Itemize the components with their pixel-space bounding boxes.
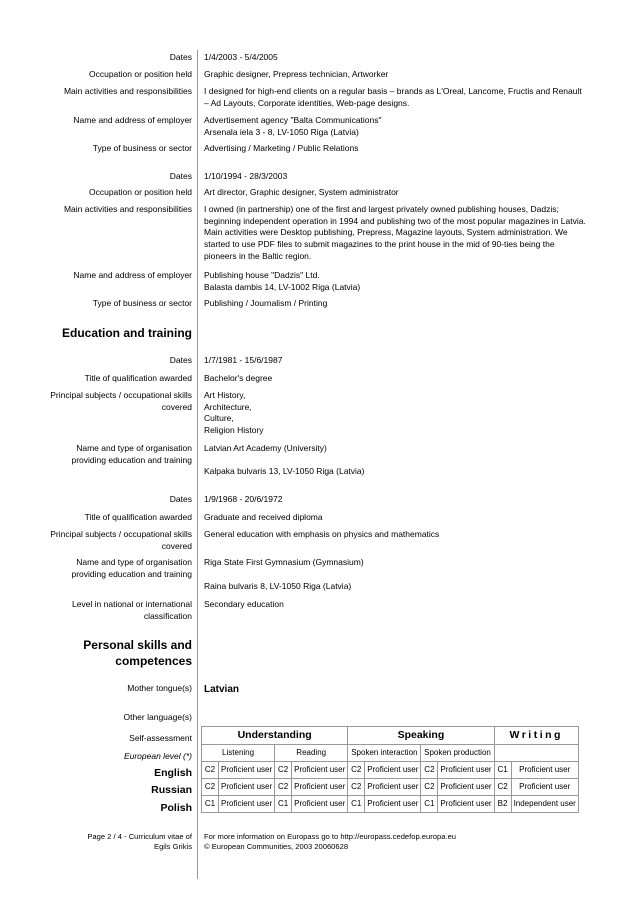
- level-desc: Proficient user: [292, 796, 348, 813]
- subjects-label: Principal subjects / occupational skills covered: [50, 529, 192, 551]
- table-row-polish: [202, 796, 579, 813]
- organisation-address: Raina bulvaris 8, LV-1050 Riga (Latvia): [204, 581, 352, 591]
- organisation-value: Latvian Art Academy (University): [204, 443, 327, 453]
- group-header-speaking: Speaking: [348, 727, 494, 745]
- employer-value: Publishing house "Dadzis" Ltd. Balasta dambis 14, LV-1002 Riga (Latvia): [204, 270, 361, 292]
- sector-label: Type of business or sector: [92, 298, 192, 308]
- level-desc: Proficient user: [219, 762, 275, 779]
- level-desc: Proficient user: [219, 796, 275, 813]
- subheader-listening: Listening: [202, 745, 275, 762]
- dates-value: 1/4/2003 - 5/4/2005: [204, 52, 278, 62]
- level-code: C2: [421, 762, 438, 779]
- level-desc: Proficient user: [292, 762, 348, 779]
- language-name: Polish: [160, 802, 192, 814]
- qualification-value: Graduate and received diploma: [204, 512, 323, 522]
- level-desc: Proficient user: [438, 762, 494, 779]
- column-divider: [197, 50, 198, 879]
- dates-value: 1/7/1981 - 15/6/1987: [204, 355, 283, 365]
- other-languages-label: Other language(s): [123, 712, 192, 722]
- european-level-label: European level (*): [123, 751, 192, 761]
- level-code: C2: [275, 779, 292, 796]
- level-code: C2: [275, 762, 292, 779]
- subjects-value: General education with emphasis on physics and mathematics: [204, 529, 440, 539]
- language-name: Russian: [151, 784, 192, 796]
- dates-value: 1/10/1994 - 28/3/2003: [204, 171, 288, 181]
- level-desc: Proficient user: [365, 796, 421, 813]
- occupation-value: Art director, Graphic designer, System administrator: [204, 187, 399, 197]
- dates-label: Dates: [169, 171, 192, 181]
- level-desc: Proficient user: [365, 762, 421, 779]
- table-row-english: [202, 762, 579, 779]
- subjects-value: Art History, Architecture, Culture, Religion History: [204, 390, 264, 436]
- group-header-understanding: Understanding: [202, 727, 348, 745]
- level-code: C2: [202, 779, 219, 796]
- level-desc: Proficient user: [219, 779, 275, 796]
- level-code: C2: [348, 762, 365, 779]
- level-code: C1: [275, 796, 292, 813]
- level-code: C2: [202, 762, 219, 779]
- table-group-header-row: [202, 727, 579, 745]
- footer-europass-info: For more information on Europass go to http://europass.cedefop.europa.eu © European Communities, 2003 20060628: [204, 832, 457, 852]
- employer-value: Advertisement agency "Balta Communications" Arsenala iela 3 - 8, LV-1050 Riga (Latvia): [204, 115, 382, 137]
- activities-value: I designed for high-end clients on a regular basis – brands as L'Oreal, Lancome, Fructis and Renault – Ad Layouts, Corporate identities, Web-page designs.: [204, 86, 582, 108]
- group-header-writing: Writing: [494, 727, 578, 745]
- organisation-label: Name and type of organisation providing education and training: [71, 443, 192, 465]
- qualification-value: Bachelor's degree: [204, 373, 273, 383]
- mother-tongue-value: Latvian: [204, 684, 240, 695]
- occupation-label: Occupation or position held: [88, 69, 192, 79]
- level-desc: Independent user: [511, 796, 578, 813]
- mother-tongue-label: Mother tongue(s): [127, 683, 192, 693]
- level-code: B2: [494, 796, 511, 813]
- language-name: English: [154, 767, 192, 779]
- level-code: C1: [421, 796, 438, 813]
- subheader-writing-blank: [494, 745, 578, 762]
- self-assessment-label: Self-assessment: [129, 733, 192, 743]
- employer-label: Name and address of employer: [73, 115, 192, 125]
- sector-label: Type of business or sector: [92, 143, 192, 153]
- dates-label: Dates: [169, 494, 192, 504]
- table-row-russian: [202, 779, 579, 796]
- level-desc: Proficient user: [511, 762, 578, 779]
- qualification-label: Title of qualification awarded: [84, 512, 192, 522]
- organisation-address: Kalpaka bulvaris 13, LV-1050 Riga (Latvia): [204, 466, 365, 476]
- dates-value: 1/9/1968 - 20/6/1972: [204, 494, 283, 504]
- level-code: C2: [348, 779, 365, 796]
- level-desc: Proficient user: [365, 779, 421, 796]
- section-heading-skills: Personal skills and competences: [83, 638, 192, 668]
- dates-label: Dates: [169, 355, 192, 365]
- organisation-value: Riga State First Gymnasium (Gymnasium): [204, 557, 364, 567]
- level-code: C2: [494, 779, 511, 796]
- employer-label: Name and address of employer: [73, 270, 192, 280]
- organisation-label: Name and type of organisation providing education and training: [71, 557, 192, 579]
- subheader-spoken-production: Spoken production: [421, 745, 494, 762]
- occupation-value: Graphic designer, Prepress technician, Artworker: [204, 69, 389, 79]
- level-code: C2: [421, 779, 438, 796]
- footer-page-info: Page 2 / 4 - Curriculum vitae of Egils Grikis: [87, 832, 192, 852]
- dates-label: Dates: [169, 52, 192, 62]
- sector-value: Publishing / Journalism / Printing: [204, 298, 328, 308]
- sector-value: Advertising / Marketing / Public Relations: [204, 143, 359, 153]
- level-label: Level in national or international classification: [71, 599, 192, 621]
- subheader-spoken-interaction: Spoken interaction: [348, 745, 421, 762]
- activities-value: I owned (in partnership) one of the first and largest privately owned publishing houses, Dadzis; beginning independent operation in 1994 and publishing two of the most popular magazines in Latvia. Main activities were Desktop publishing, Prepress, Magazine layouts, System administration. We started to use PDF files to submit magazines to the print house in the mid of 90-ties being the pioneers in the Baltic region.: [204, 204, 586, 261]
- table-subheader-row: [202, 745, 579, 762]
- qualification-label: Title of qualification awarded: [84, 373, 192, 383]
- level-desc: Proficient user: [438, 779, 494, 796]
- occupation-label: Occupation or position held: [88, 187, 192, 197]
- subheader-reading: Reading: [275, 745, 348, 762]
- level-code: C1: [348, 796, 365, 813]
- activities-label: Main activities and responsibilities: [63, 86, 192, 96]
- subjects-label: Principal subjects / occupational skills covered: [50, 390, 192, 412]
- level-desc: Proficient user: [292, 779, 348, 796]
- activities-label: Main activities and responsibilities: [63, 204, 192, 214]
- level-desc: Proficient user: [438, 796, 494, 813]
- level-value: Secondary education: [204, 599, 284, 609]
- level-code: C1: [494, 762, 511, 779]
- language-skills-table: [201, 726, 579, 813]
- level-desc: Proficient user: [511, 779, 578, 796]
- section-heading-education: Education and training: [61, 326, 192, 340]
- level-code: C1: [202, 796, 219, 813]
